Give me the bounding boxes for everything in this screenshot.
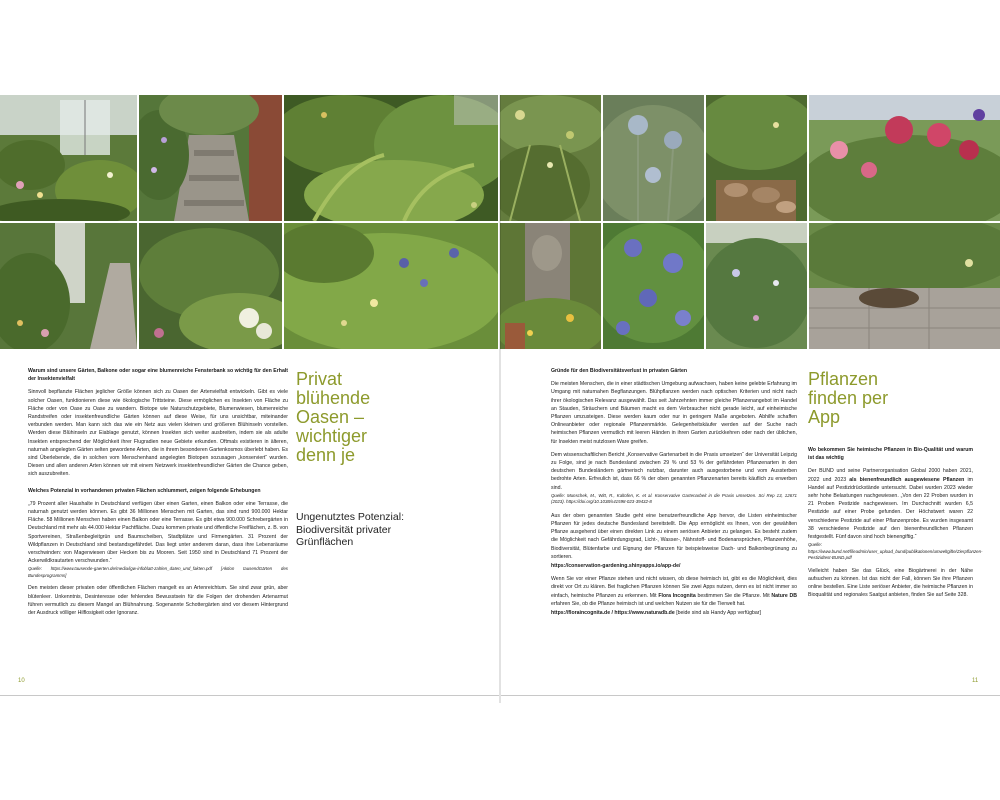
garden-photo-shrub bbox=[139, 223, 282, 349]
source-note: Quelle: Munschek, M., Witt, R., Kaltofen, K. et al. Konservative Gartenarbeit in die Praxis umsetzen. Sci Rep 13, 12671 (2023). https://doi.org/10.1038/s41598-023-39432-8 bbox=[551, 492, 797, 505]
right-side-column bbox=[808, 446, 983, 605]
garden-photo-cranesbill bbox=[603, 223, 704, 349]
source-note: Quelle: https://www.tausende-gaerten.de/media/igw-infoblatt-zahlen_daten_und_fakten.pdf [Aktion tausendGärten des Bundesprogramms] bbox=[28, 566, 288, 578]
side-heading: Wo bekommen Sie heimische Pflanzen in Bio-Qualität und warum ist das wichtig bbox=[808, 447, 973, 462]
app-text: Wenn Sie vor einer Pflanze stehen und nicht wissen, ob diese heimisch ist, gibt es die Möglichkeit, dies direkt vor Ort zu klären. Bei fraglichen Pflanzen können Sie zwei Apps nutzen, denn es ist nicht immer so einfach, heimische Pflanzen zu erkennen. Mit bbox=[551, 576, 797, 599]
app-name-flora: Flora Incognita bbox=[658, 592, 696, 599]
body-paragraph: Die meisten Menschen, die in einer städtischen Umgebung aufwachsen, haben keine gelebte Erfahrung im Umgang mit naturnahen Begflanzungen. Blühpflanzen werden nach optischen Kriterien und nicht nach ihrer ökologischen Relevanz ausgewählt. Das seit Jahrzehnten immer gleiche Pflanzenangebot im Handel an Stauden, Sträuchern und Bäumen macht es dem Verbraucher nicht gerade leicht, auf einheimische Pflanzen umzusteigen. Diese werden kaum oder nur in geringem Maße angeboten. Abhilfe schaffen Onlineanbieter oder regionale Pflanzenmärkte. Gelegenheitskäufer werden auf der Suche nach heimischen Pflanzen vermutlich mit leeren Händen in ihren Garten zurückkehren oder nach der üblichen, für Insekten meist nutzlosen Ware greifen. bbox=[551, 381, 797, 445]
section-heading: Welches Potenzial in vorhandenen privaten Flächen schlummert, zeigen folgende Erhebungen bbox=[28, 487, 261, 494]
garden-photo-walkway bbox=[0, 223, 137, 349]
left-page-title: Privat blühende Oasen – wichtiger denn je bbox=[296, 369, 371, 465]
garden-photo-stones bbox=[706, 95, 807, 221]
page-number-right: 11 bbox=[972, 678, 979, 684]
source-note: Quelle: https://www.bund.net/fileadmin/user_upload_bund/publikationen/umweltgifte/Zierpflanzen-Pestizidtest-BUND.pdf bbox=[808, 542, 983, 561]
body-paragraph: Dem wissenschaftlichen Bericht „Konservative Gartenarbeit in die Praxis umsetzen“ der Universität Leipzig zu Folge, sind je nach Bundesland zwischen 29 % und 53 % der gefährdeten Pflanzenarten in den deutschen Bundesländern gärtnerisch nutzbar, darunter auch ausgestorbene und vom Aussterben bedrohte Arten. Erfreulich ist, dass 66 % der oben genannten Pflanzenarten bereits käuflich zu erwerben sind. bbox=[551, 451, 797, 491]
side-paragraph: Vielleicht haben Sie das Glück, eine Biogärtnerei in der Nähe aufsuchen zu können. Ist das nicht der Fall, können Sie ihre Pflanzen online bestellen. Eine Liste seriöser Anbieter, die heimische Pflanzen in Bioqualität und regionales Saatgut anbieten, finden Sie auf Seite 328. bbox=[808, 567, 973, 599]
app-text: bestimmen Sie die Pflanze. Mit bbox=[697, 592, 770, 599]
garden-photo-stone-path bbox=[139, 95, 282, 221]
app-name-naturedb: Nature DB bbox=[771, 592, 798, 599]
app-links-urls[interactable]: https://floraincognita.de / https://www.naturadb.de bbox=[551, 610, 675, 617]
body-paragraph: Aus der oben genannten Studie geht eine benutzerfreundliche App hervor, die Listen einheimischer Pflanzen für jedes deutsche Bundesland bereitstellt. Die App ermöglicht es Ihnen, von der gewählten Pflanze ausgehend über einen direkten Link zu einem seriösen Anbieter zu gelangen. Es besteht zudem die Möglichkeit nach Gefährdungsgrad, Licht-, Wasser-, Nährstoff- und Bodenansprüchen, Pflanzenhöhe, Biodiversität, Blütenfarbe und Eignung der Pflanzen für beispielsweise Dach- und Balkonbegrünung zu sortieren. bbox=[551, 512, 797, 560]
garden-photo-grasses bbox=[500, 95, 601, 221]
section-heading: Gründe für den Biodiversitätsverlust in privaten Gärten bbox=[551, 368, 688, 374]
body-paragraph bbox=[551, 575, 797, 608]
app-links bbox=[551, 609, 797, 617]
side-paragraph bbox=[808, 467, 973, 541]
quote-paragraph: „79 Prozent aller Haushalte in Deutschland verfügen über einen Garten, einen Balkon oder eine Terrasse, die naturnah genutzt werden können. Es gibt 36 Millionen Menschen mit Garten, das sind rund 900.000 Hektar Fläche. 58 Millionen Menschen haben einen Balkon oder eine Terrasse. Es gibt etwa 900.000 Schrebergärten in Deutschland mit mehr als 44.000 Hektar Pachtfläche. Dazu kommen private und öffentliche Freiflächen, z. B. von Sportvereinen, Straßenbegleitgrün und Baumscheiben, Stadtplätze und Firmengärten. 31 Prozent der Wildpflanzen in Deutschland sind bestandsgefährdet. Das liegt unter anderem daran, dass ihre Lebensräume verschwinden: von Magerwiesen über Hecken bis zu Mooren. Seit 1950 sind in Deutschland 71 Prozent der Ackerwildkrautarten verschwunden.“ bbox=[28, 500, 288, 565]
body-paragraph: Den meisten dieser privaten oder öffentlichen Flächen mangelt es an Artenreichtum. Sie sind zwar grün, aber blütenleer. Unkenntnis, Desinteresse oder fehlendes Bewusstsein für die Folgen der drohenden Artenarmut führen vermutlich zu diesem Mangel an Blühnahrung. Sogenannte Schottergärten sind vor diesem Hintergrund der Ausdruck völliger Hilflosigkeit oder Ignoranz. bbox=[28, 585, 288, 617]
body-paragraph: Sinnvoll bepflanzte Flächen jeglicher Größe können sich zu Oasen der Artenvielfalt entwickeln. Gibt es viele solcher Oasen, funktionieren diese wie ökologische Trittsteine. Diese ermöglichen es Insekten von Fläche zu Fläche oder von Oase zu Oase zu wandern. Biotope wie Naturschutzgebiete, Blumenwiesen, blumenreiche Randstreifen oder insektenfreundliche Gärten können auf diese Weise, für uns unsichtbar, miteinander verbunden werden. Man kann sich das wie ein Netz aus vielen kleinen und größeren Blühinseln vorstellen. Werden diese Blühinseln zur Eiablage genutzt, können Insekten sich weiter ausbreiten, indem sie als adulte Insekten entsprechend der Möglichkeit ihrer Flugradien neue Gebiete erkunden. Oftmals existieren in älteren, naturnah angelegten Gärten selten gewordene Arten, die in ihrem besonderen Gartenkosmos überlebt haben. Es sind Überlebende, die in solchen vom Menschenhand angelegten Biotopen sozusagen „konserviert“ wurden. Diesen und allen anderen Arten können wir mit einem Netzwerk insektenfreundlicher Gärten die Chance geben, sich auszubreiten. bbox=[28, 389, 288, 478]
garden-photo-greenhouse bbox=[0, 95, 137, 221]
side-text: im Handel auf Pestizidrückstände untersucht. Dabei wurden 2023 wieder sehr hohe Belastungen nachgewiesen. „Von den 22 Proben wurden in 21 Proben Pestizide nachgewiesen. Im Durchschnitt wurden 6,5 Pestizide auf einer Probe gefunden. Der Höchstwert waren 22 verschiedene Pestizide auf einer Pflanzenprobe. Es wurden insgesamt 38 verschiedene Pestizide auf den bienenfreundlichen Pflanzen festgestellt. Fünf davon sind hoch bienengiftig.“ bbox=[808, 476, 973, 541]
magazine-spread bbox=[0, 95, 1000, 703]
app-links-note: [beide sind als Handy App verfügbar] bbox=[676, 610, 761, 617]
spread-gutter bbox=[499, 95, 501, 703]
garden-photo-blue-flowers bbox=[284, 223, 498, 349]
garden-photo-bushes bbox=[706, 223, 807, 349]
left-page-subtitle: Ungenutztes Potenzial: Biodiversität privater Grünflächen bbox=[296, 511, 404, 548]
side-text: Der BUND und seine Partnerorganisation Global 2000 haben 2021, 2022 und 2023 bbox=[808, 468, 973, 483]
garden-photo-sea-holly bbox=[603, 95, 704, 221]
bottom-rule-right bbox=[501, 695, 1000, 696]
left-text-column bbox=[28, 367, 288, 622]
garden-photo-ferns bbox=[284, 95, 498, 221]
section-heading: Warum sind unsere Gärten, Balkone oder sogar eine blumenreiche Fensterbank so wichtig für den Erhalt der Insektenvielfalt bbox=[28, 368, 288, 383]
bottom-rule-left bbox=[0, 695, 499, 696]
side-text-bold: als bienenfreundlich ausgewiesene Pflanzen bbox=[849, 476, 965, 483]
garden-photo-valerian bbox=[809, 95, 1000, 221]
app-text: erfahren Sie, ob die Pflanze heimisch ist und welchen Nutzen sie für die Tierwelt hat. bbox=[551, 600, 746, 607]
right-text-column bbox=[551, 367, 797, 622]
app-link[interactable]: https://conservation-gardening.shinyapps.io/app-de/ bbox=[551, 563, 681, 570]
garden-photo-paving bbox=[809, 223, 1000, 349]
right-page-title: Pflanzen finden per App bbox=[808, 369, 889, 427]
garden-photo-statue bbox=[500, 223, 601, 349]
page-number-left: 10 bbox=[18, 678, 25, 684]
